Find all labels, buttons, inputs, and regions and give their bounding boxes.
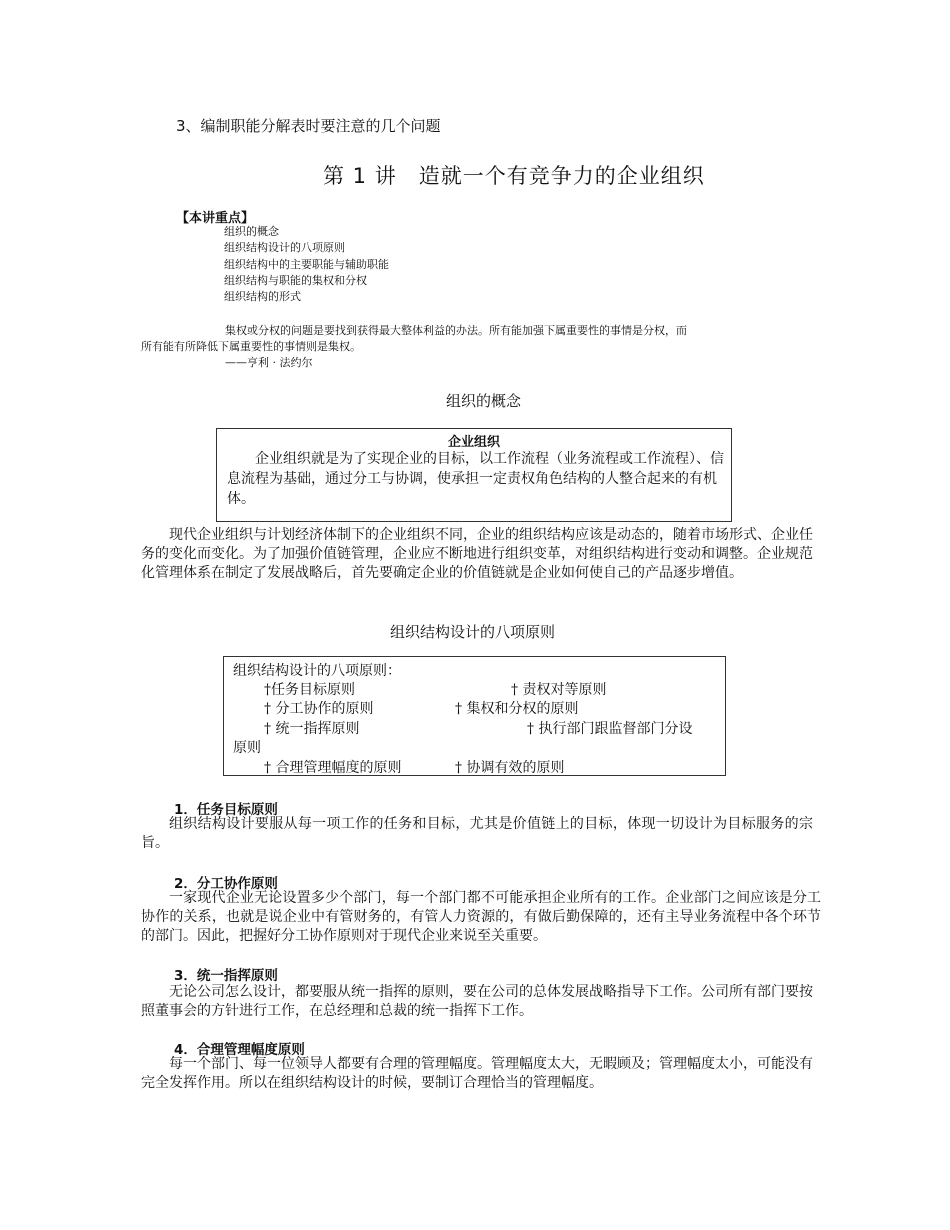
focus-item: 组织结构中的主要职能与辅助职能: [224, 257, 389, 271]
quote-line: 所有能有所降低下属重要性的事情则是集权。: [141, 340, 361, 353]
section-heading-principles: 组织结构设计的八项原则: [390, 623, 556, 641]
focus-label: 【本讲重点】: [176, 211, 255, 226]
subsection-heading: 1．任务目标原则: [174, 802, 278, 818]
principle-item-continuation: 原则: [233, 740, 261, 756]
quote-block: [141, 323, 813, 371]
focus-item: 组织结构与职能的集权和分权: [224, 273, 367, 287]
principle-item: † 分工协作的原则: [264, 701, 374, 717]
focus-item: 组织结构的形式: [224, 290, 301, 304]
principle-item: † 执行部门跟监督部门分设: [527, 721, 693, 737]
principle-item: † 统一指挥原则: [264, 721, 360, 737]
section-heading-top: 3、编制职能分解表时要注意的几个问题: [176, 117, 441, 135]
principles-box: [223, 656, 726, 776]
principle-item: †任务目标原则: [264, 682, 355, 698]
subsection-heading: 4．合理管理幅度原则: [174, 1042, 305, 1058]
quote-line: 集权或分权的问题是要找到获得最大整体利益的办法。所有能加强下属重要性的事情是分权，而: [225, 324, 687, 337]
subsection-heading: 3．统一指挥原则: [174, 968, 278, 984]
lecture-title: 第 1 讲 造就一个有竞争力的企业组织: [323, 164, 705, 188]
definition-text: 企业组织就是为了实现企业的目标，以工作流程（业务流程或工作流程）、信息流程为基础，通过分工与协调，使承担一定责权角色结构的人整合起来的有机体。: [227, 451, 724, 507]
principles-intro: 组织结构设计的八项原则：: [233, 663, 401, 679]
focus-item: 组织的概念: [224, 225, 279, 238]
principle-item: † 责权对等原则: [511, 682, 607, 698]
subsection-heading: 2．分工协作原则: [174, 876, 278, 892]
principle-item: † 协调有效的原则: [455, 760, 565, 776]
subsection-text: 每一个部门、每一位领导人都要有合理的管理幅度。管理幅度太大，无暇顾及；管理幅度太小，可能没有完全发挥作用。所以在组织结构设计的时候，要制订合理恰当的管理幅度。: [141, 1056, 813, 1091]
subsection-text: 组织结构设计要服从每一项工作的任务和目标，尤其是价值链上的目标，体现一切设计为目标服务的宗旨。: [141, 816, 813, 851]
focus-item: 组织结构设计的八项原则: [224, 241, 345, 255]
principle-item: † 集权和分权的原则: [455, 701, 579, 717]
section-heading-concept: 组织的概念: [446, 392, 522, 410]
subsection-text: 一家现代企业无论设置多少个部门，每一个部门都不可能承担企业所有的工作。企业部门之间应该是分工协作的关系，也就是说企业中有管财务的，有管人力资源的，有做后勤保障的，还有主导业务流程中各个环节的部门。因此，把握好分工协作原则对于现代企业来说至关重要。: [141, 890, 821, 944]
principle-item: † 合理管理幅度的原则: [264, 760, 402, 776]
definition-title: 企业组织: [447, 435, 500, 450]
definition-box: [216, 428, 732, 522]
quote-attribution: ——亨利 · 法约尔: [225, 356, 313, 369]
subsection-text: 无论公司怎么设计，都要服从统一指挥的原则，要在公司的总体发展战略指导下工作。公司所有部门要按照董事会的方针进行工作，在总经理和总裁的统一指挥下工作。: [141, 984, 813, 1019]
focus-list: [224, 224, 389, 305]
concept-paragraph: 现代企业组织与计划经济体制下的企业组织不同，企业的组织结构应该是动态的，随着市场形式、企业任务的变化而变化。为了加强价值链管理，企业应不断地进行组织变革，对组织结构进行变动和调整。企业规范化管理体系在制定了发展战略后，首先要确定企业的价值链就是企业如何使自己的产品逐步增值。: [141, 527, 813, 581]
